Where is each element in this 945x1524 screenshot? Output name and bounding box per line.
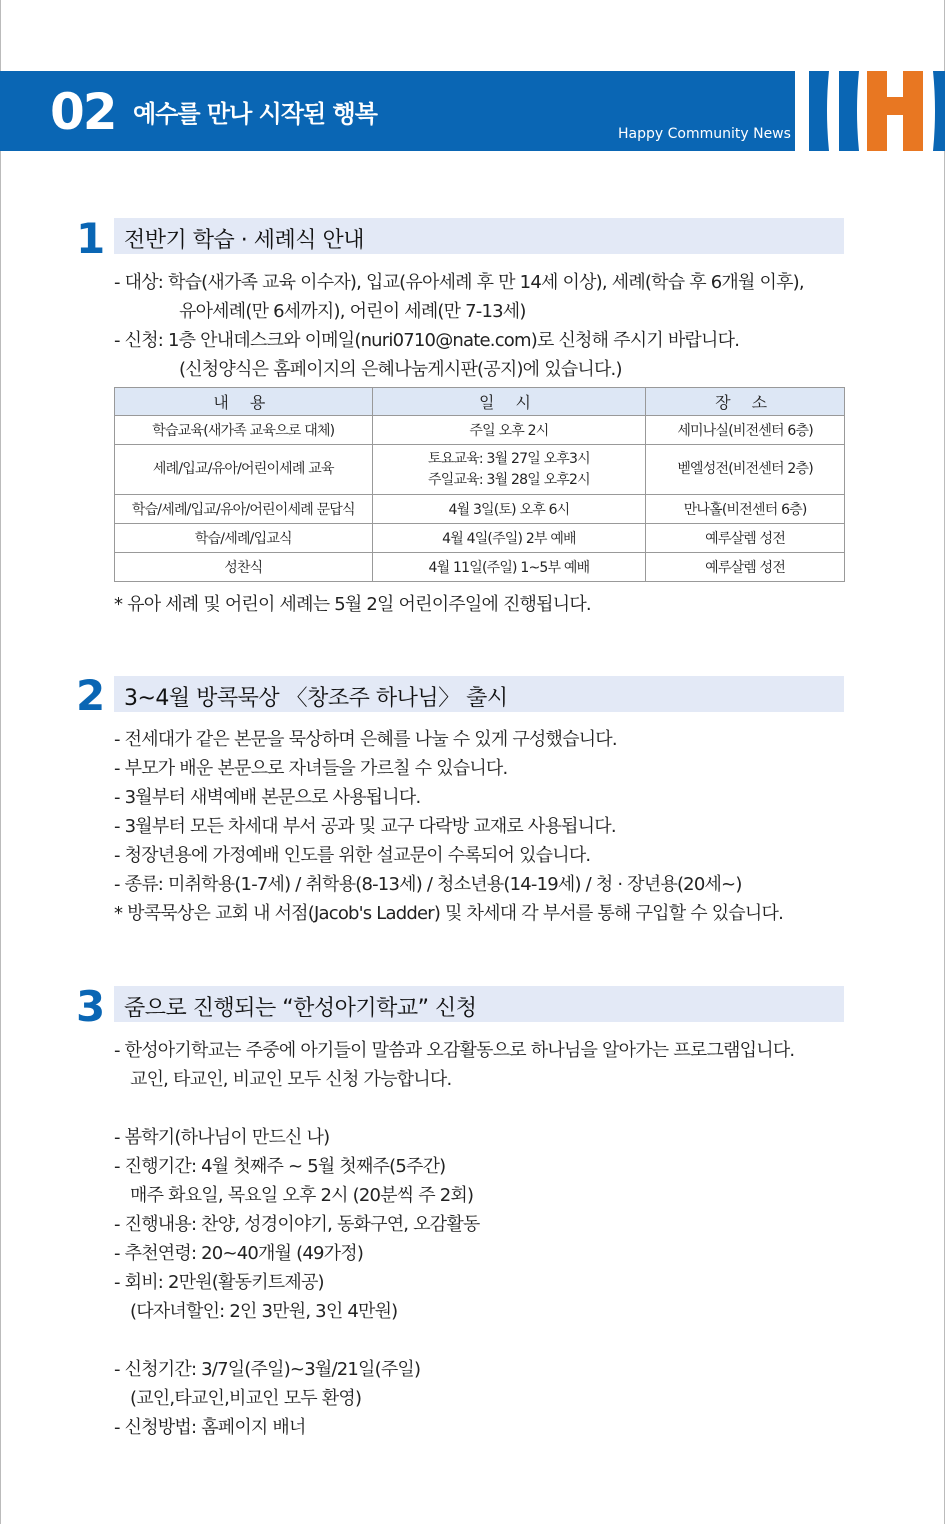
section-2-line: - 부모가 배운 본문으로 자녀들을 가르칠 수 있습니다. [114, 758, 508, 779]
table-cell: 예루살렘 성전 [646, 524, 845, 553]
table-cell: 4월 4일(주일) 2부 예배 [372, 524, 646, 553]
table-cell-line: 토요교육: 3월 27일 오후3시 [428, 450, 590, 467]
section-1-line: 유아세례(만 6세까지), 어린이 세례(만 7-13세) [179, 301, 526, 322]
table-cell-line: 주일교육: 3월 28일 오후2시 [428, 471, 590, 488]
table-cell: 4월 3일(토) 오후 6시 [372, 495, 646, 524]
section-3-line: 교인, 타교인, 비교인 모두 신청 가능합니다. [130, 1069, 452, 1090]
table-cell-multiline [372, 445, 646, 495]
section-3-line: - 한성아기학교는 주중에 아기들이 말씀과 오감활동으로 하나님을 알아가는 프로그램입니다. [114, 1040, 795, 1061]
section-2-number: 2 [76, 671, 106, 720]
schedule-table [114, 387, 845, 582]
table-header-row [115, 388, 845, 416]
section-3-title-bar [114, 986, 844, 1022]
section-3-line: 매주 화요일, 목요일 오후 2시 (20분씩 주 2회) [130, 1185, 474, 1206]
section-3-line: - 봄학기(하나님이 만드신 나) [114, 1127, 330, 1148]
table-cell: 주일 오후 2시 [372, 416, 646, 445]
logo [795, 71, 945, 151]
section-3-number: 3 [76, 982, 106, 1031]
page-title: 예수를 만나 시작된 행복 [133, 100, 377, 128]
section-3-line: (다자녀할인: 2인 3만원, 3인 4만원) [130, 1301, 398, 1322]
section-2-line: - 3월부터 새벽예배 본문으로 사용됩니다. [114, 787, 421, 808]
section-3-line: - 신청방법: 홈페이지 배너 [114, 1417, 306, 1438]
table-cell: 성찬식 [115, 553, 373, 582]
section-1-note: * 유아 세례 및 어린이 세례는 5월 2일 어린이주일에 진행됩니다. [114, 594, 591, 615]
table-row [115, 524, 845, 553]
section-2-line: - 3월부터 모든 차세대 부서 공과 및 교구 다락방 교재로 사용됩니다. [114, 816, 616, 837]
table-cell: 만나홀(비전센터 6층) [646, 495, 845, 524]
section-2-line: - 청장년용에 가정예배 인도를 위한 설교문이 수록되어 있습니다. [114, 845, 591, 866]
table-header-content: 내 용 [115, 388, 373, 416]
section-2-line: - 전세대가 같은 본문을 묵상하며 은혜를 나눌 수 있게 구성했습니다. [114, 729, 617, 750]
page-number: 02 [50, 83, 116, 141]
section-3-line: - 신청기간: 3/7일(주일)~3월/21일(주일) [114, 1359, 421, 1380]
section-3-line: - 추천연령: 20~40개월 (49가정) [114, 1243, 364, 1264]
table-cell: 학습/세례/입교/유아/어린이세례 문답식 [115, 495, 373, 524]
table-row [115, 553, 845, 582]
section-1-line: - 대상: 학습(새가족 교육 이수자), 입교(유아세례 후 만 14세 이상), 세례(학습 후 6개월 이후), [114, 272, 804, 293]
table-cell: 벧엘성전(비전센터 2층) [646, 445, 845, 495]
section-1-title: 전반기 학습 · 세례식 안내 [124, 228, 364, 253]
section-3-line: (교인,타교인,비교인 모두 환영) [130, 1388, 362, 1409]
table-row [115, 495, 845, 524]
section-3-line: - 진행내용: 찬양, 성경이야기, 동화구연, 오감활동 [114, 1214, 480, 1235]
section-2-note: * 방콕묵상은 교회 내 서점(Jacob's Ladder) 및 차세대 각 부서를 통해 구입할 수 있습니다. [114, 903, 783, 924]
table-cell: 학습교육(새가족 교육으로 대체) [115, 416, 373, 445]
table-cell: 4월 11일(주일) 1~5부 예배 [372, 553, 646, 582]
table-row [115, 445, 845, 495]
table-cell: 세미나실(비전센터 6층) [646, 416, 845, 445]
section-3-line: - 진행기간: 4월 첫째주 ~ 5월 첫째주(5주간) [114, 1156, 446, 1177]
section-1-number: 1 [76, 214, 106, 263]
section-2-title-bar [114, 676, 844, 712]
section-3-line: - 회비: 2만원(활동키트제공) [114, 1272, 324, 1293]
table-header-datetime: 일 시 [372, 388, 646, 416]
table-cell: 세례/입교/유아/어린이세례 교육 [115, 445, 373, 495]
table-row [115, 416, 845, 445]
table-cell: 예루살렘 성전 [646, 553, 845, 582]
section-1-title-bar [114, 218, 844, 254]
section-3-title: 줌으로 진행되는 “한성아기학교” 신청 [124, 996, 477, 1021]
logo-mark-icon [795, 71, 945, 151]
newsletter-name: Happy Community News [618, 126, 791, 142]
section-1-line: - 신청: 1층 안내데스크와 이메일(nuri0710@nate.com)로 신청해 주시기 바랍니다. [114, 330, 740, 351]
section-1-line: (신청양식은 홈페이지의 은혜나눔게시판(공지)에 있습니다.) [179, 359, 622, 380]
section-2-title: 3~4월 방콕묵상 〈창조주 하나님〉 출시 [124, 686, 508, 711]
table-cell: 학습/세례/입교식 [115, 524, 373, 553]
table-header-place: 장 소 [646, 388, 845, 416]
section-2-line: - 종류: 미취학용(1-7세) / 취학용(8-13세) / 청소년용(14-19세) / 청 · 장년용(20세~) [114, 874, 742, 895]
